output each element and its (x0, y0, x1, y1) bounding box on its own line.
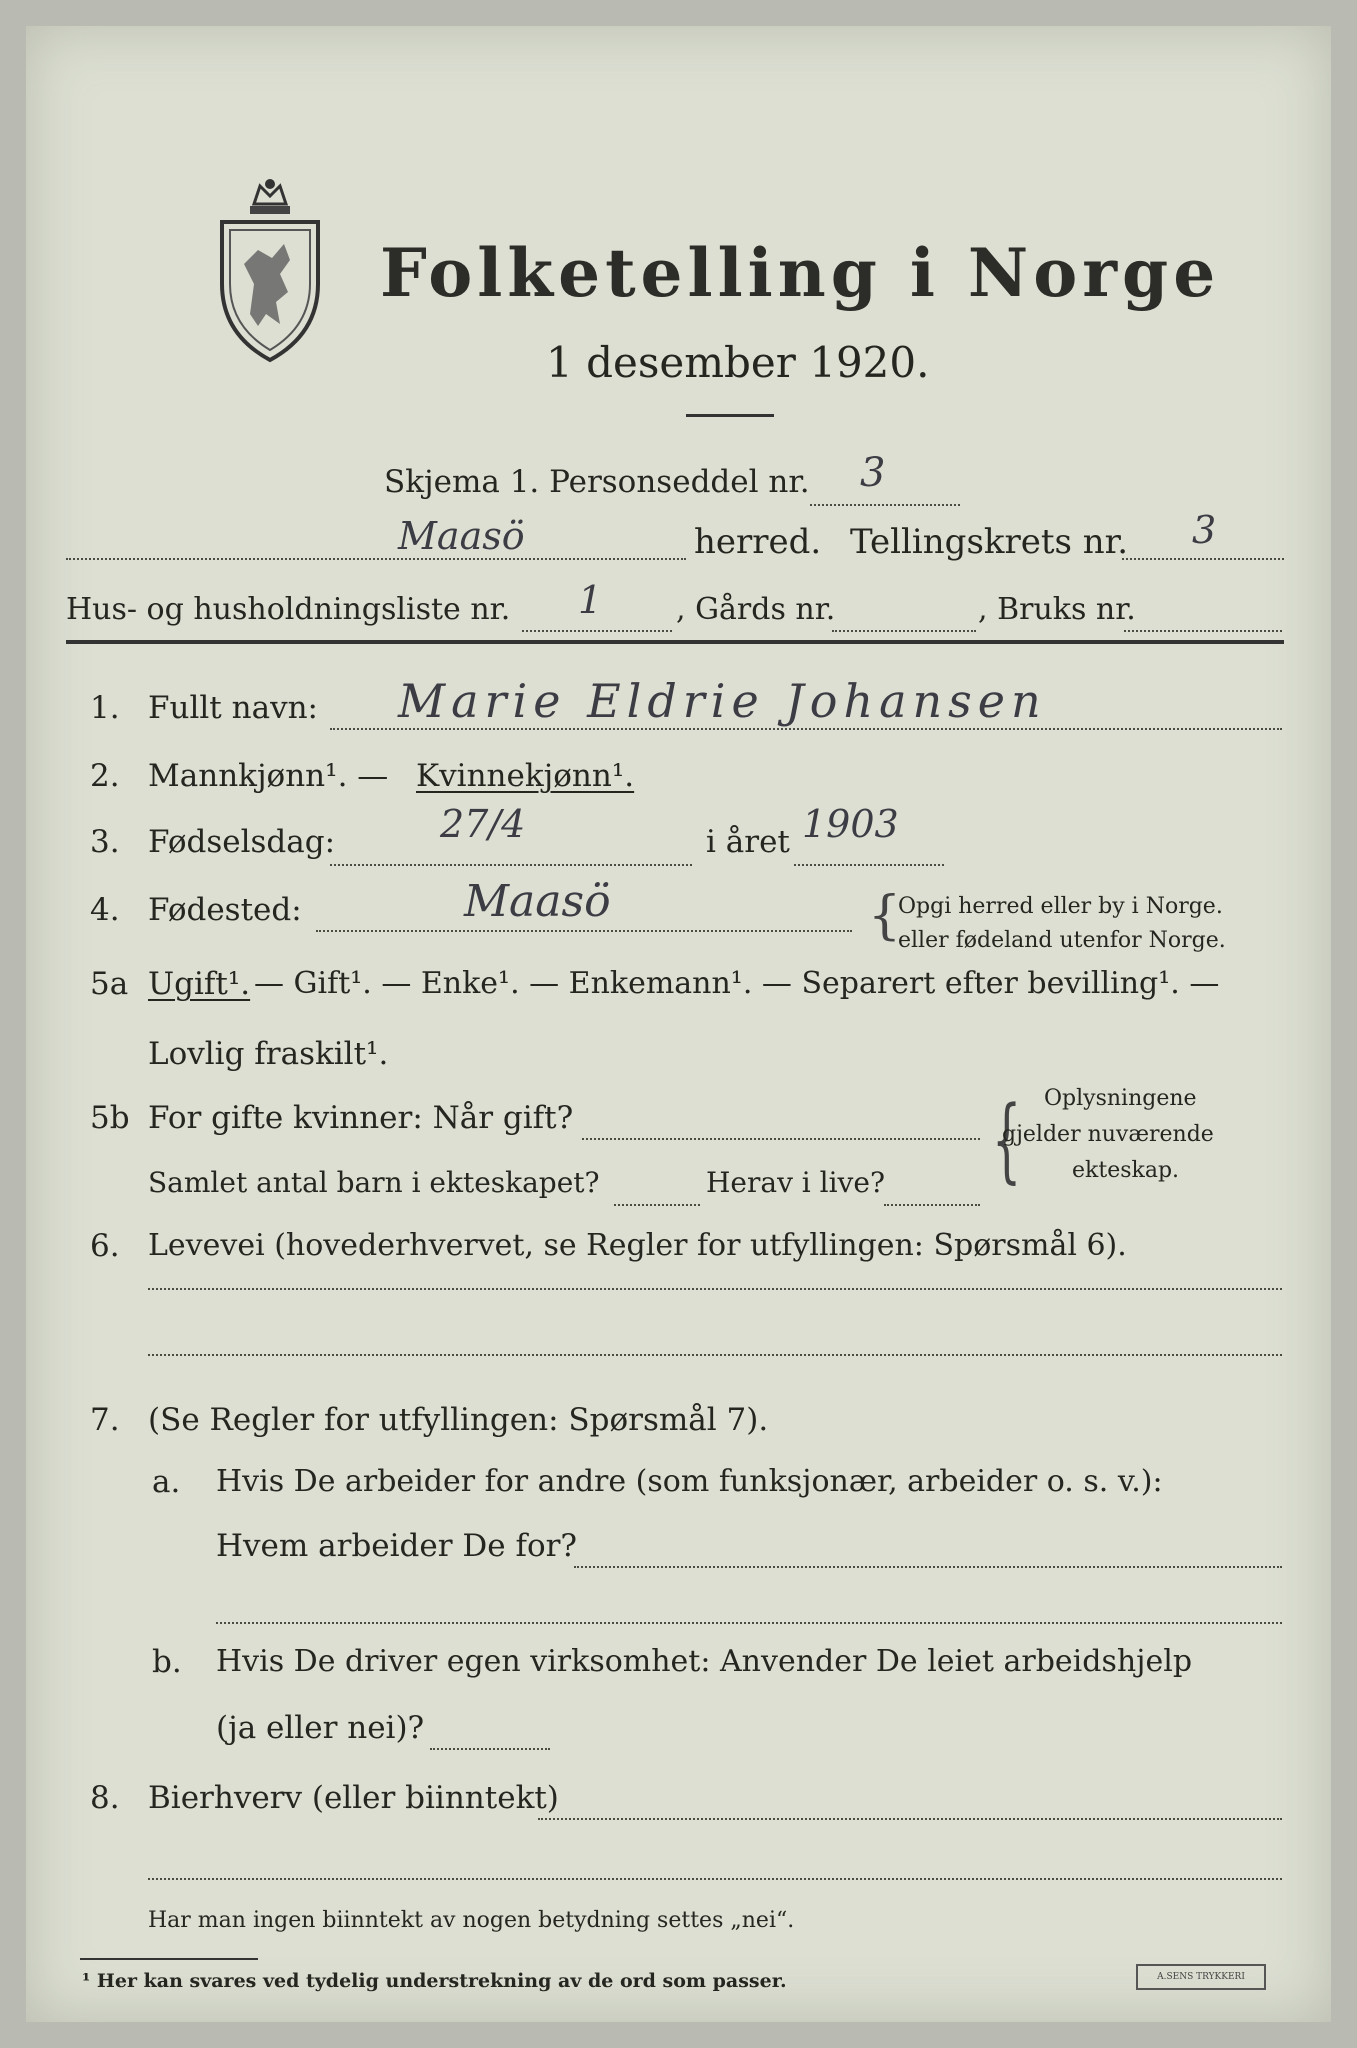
q4-label: Fødested: (148, 892, 302, 928)
q5b-alive-label: Herav i live? (706, 1166, 885, 1199)
skjema-label: Skjema 1. Personseddel nr. (384, 464, 810, 500)
q1-field-line (330, 728, 1282, 730)
q5a-ugift-underlined: Ugift¹. (148, 966, 251, 1002)
q7a-employer-field-line (574, 1566, 1282, 1568)
q4-note-line2: eller fødeland utenfor Norge. (898, 928, 1226, 953)
q1-label: Fullt navn: (148, 690, 318, 726)
q5b-note-line1: Oplysningene (1044, 1086, 1197, 1111)
q4-note-line1: Opgi herred eller by i Norge. (898, 894, 1223, 919)
q5b-label: For gifte kvinner: Når gift? (148, 1100, 574, 1136)
full-name-value: Marie Eldrie Johansen (398, 674, 1047, 728)
birth-day-value: 27/4 (440, 802, 526, 846)
q2-kvinnekjonn-underlined: Kvinnekjønn¹. (416, 758, 635, 794)
q1-number: 1. (90, 690, 120, 726)
q5b-note-line2: gjelder nuværende (1002, 1122, 1214, 1147)
form-title: Folketelling i Norge (380, 234, 1221, 312)
q3-number: 3. (90, 824, 120, 860)
hus-label: Hus- og husholdningsliste nr. (66, 592, 511, 627)
q4-number: 4. (90, 892, 120, 928)
q3-field-line (330, 864, 692, 866)
q5b-when-field-line (582, 1138, 980, 1140)
q6-number: 6. (90, 1228, 120, 1264)
q7a-label: Hvis De arbeider for andre (som funksjonær, arbeider o. s. v.): (216, 1464, 1163, 1499)
coat-of-arms-emblem (214, 174, 326, 364)
title-divider (686, 414, 774, 417)
q3-year-field-line (794, 864, 944, 866)
tellingskrets-label: Tellingskrets nr. (850, 522, 1129, 562)
q5b-brace: { (992, 1086, 1022, 1193)
q6-field-line-2 (148, 1354, 1282, 1356)
birth-year-value: 1903 (802, 802, 899, 846)
q7-number: 7. (90, 1402, 120, 1438)
q7a-field-line-2 (216, 1622, 1282, 1624)
q8-label: Bierhverv (eller biinntekt) (148, 1780, 559, 1816)
q5b-children-field-line (614, 1204, 700, 1206)
census-form-sheet (26, 26, 1331, 2022)
q7-label: (Se Regler for utfyllingen: Spørsmål 7). (148, 1402, 769, 1438)
q2-number: 2. (90, 758, 120, 794)
q5a-lovlig-fraskilt: Lovlig fraskilt¹. (148, 1036, 389, 1072)
q7b-ja-nei-label: (ja eller nei)? (216, 1710, 425, 1746)
bruks-field-line (1124, 630, 1282, 632)
q8-number: 8. (90, 1780, 120, 1816)
herred-field-line (66, 558, 686, 560)
q4-brace: { (868, 886, 902, 946)
bruks-label: , Bruks nr. (978, 592, 1136, 627)
personseddel-field-line (810, 504, 960, 506)
hus-field-line (522, 630, 672, 632)
q6-field-line-1 (148, 1288, 1282, 1290)
q5b-alive-field-line (884, 1204, 980, 1206)
herred-label: herred. (694, 522, 822, 562)
tellingskrets-field-line (1122, 558, 1284, 560)
q7a-employer-label: Hvem arbeider De for? (216, 1528, 578, 1564)
tellingskrets-nr-value: 3 (1192, 508, 1217, 552)
census-date: 1 desember 1920. (546, 338, 930, 387)
herred-value: Maasö (398, 514, 525, 558)
q3-year-label: i året (706, 824, 790, 860)
no-income-note: Har man ingen biinntekt av nogen betydning settes „nei“. (148, 1908, 795, 1933)
q7a-letter: a. (152, 1464, 181, 1500)
q8-field-line (538, 1818, 1282, 1820)
birthplace-value: Maasö (464, 876, 611, 927)
q4-field-line (316, 930, 852, 932)
gards-label: , Gårds nr. (676, 592, 836, 627)
q5a-options: — Gift¹. — Enke¹. — Enkemann¹. — Separert efter bevilling¹. — (254, 966, 1220, 1001)
header-rule (66, 640, 1284, 644)
hus-nr-value: 1 (578, 578, 603, 622)
gards-field-line (832, 630, 976, 632)
personseddel-nr-value: 3 (860, 450, 886, 496)
q3-label: Fødselsdag: (148, 824, 336, 860)
q2-mannkjonn: Mannkjønn¹. — (148, 758, 389, 794)
q7b-letter: b. (152, 1644, 182, 1680)
q8-field-line-2 (148, 1878, 1282, 1880)
q5b-children-label: Samlet antal barn i ekteskapet? (148, 1166, 600, 1199)
q7b-field-line (430, 1748, 550, 1750)
footnote-text: ¹ Her kan svares ved tydelig understrekning av de ord som passer. (82, 1970, 787, 1992)
q6-label: Levevei (hovederhvervet, se Regler for utfyllingen: Spørsmål 6). (148, 1228, 1127, 1263)
q5b-number: 5b (90, 1100, 130, 1136)
footnote-divider (80, 1958, 258, 1960)
q7b-label: Hvis De driver egen virksomhet: Anvender De leiet arbeidshjelp (216, 1644, 1193, 1679)
printer-stamp: A.SENS TRYKKERI (1136, 1964, 1266, 1990)
q5a-number: 5a (90, 966, 129, 1002)
q5b-note-line3: ekteskap. (1072, 1158, 1180, 1183)
